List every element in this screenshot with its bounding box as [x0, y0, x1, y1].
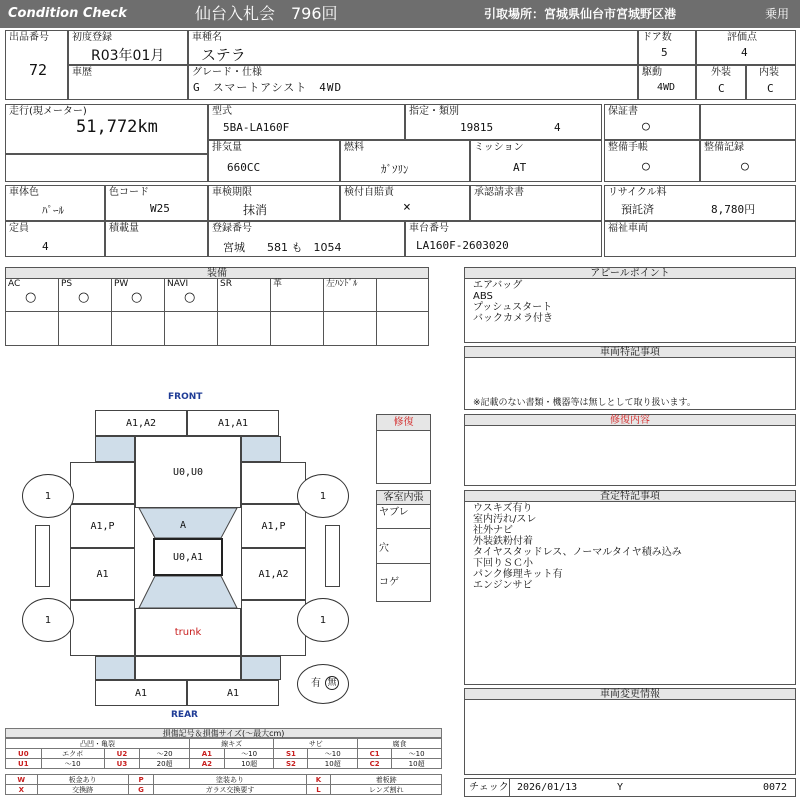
- equipment-item-navi: [165, 278, 218, 312]
- recycle-amount: 8,780円: [711, 203, 756, 216]
- maint-record-cell: [700, 140, 796, 182]
- car-name-value: ステラ: [201, 46, 246, 64]
- load-cell: [105, 221, 208, 257]
- score-label: 評価点: [727, 32, 757, 43]
- wheel-rear-right: 1: [297, 598, 349, 642]
- panel-rear-light-left: [95, 656, 135, 680]
- model-value: 5BA-LA160F: [223, 121, 290, 134]
- panel-rear-left: A1: [95, 680, 187, 706]
- grade-cell: [188, 65, 638, 100]
- diagram-rear-label: REAR: [171, 710, 198, 720]
- recycle-status: 預託済: [621, 203, 654, 216]
- panel-front-right: A1,A1: [187, 410, 279, 436]
- panel-rear-light-right: [241, 656, 281, 680]
- mileage-label: 走行(現メーター): [9, 106, 87, 117]
- legend-desc: レンズ割れ: [331, 785, 442, 795]
- equipment-item-label: AC: [8, 279, 21, 289]
- legend-code: G: [128, 785, 154, 795]
- equipment-item-pw: [112, 278, 165, 312]
- panel-hood: U0,U0: [135, 436, 241, 508]
- equipment-empty-cell: [165, 312, 218, 345]
- equipment-item-ps: [59, 278, 112, 312]
- legend-desc: 塗装あり: [154, 775, 306, 785]
- equipment-empty-cell: [112, 312, 165, 345]
- model-cell: [208, 104, 405, 140]
- drive-label: 駆動: [642, 67, 662, 78]
- lot-number-cell: [5, 30, 68, 100]
- car-name-label: 車種名: [192, 32, 222, 43]
- legend-code: A2: [189, 759, 224, 769]
- inspection-value: 抹消: [243, 203, 268, 217]
- appeal-title: アピールポイント: [465, 268, 795, 279]
- legend-desc: 20超: [140, 759, 190, 769]
- doors-label: ドア数: [642, 32, 672, 43]
- chassis-value: LA160F-2603020: [416, 239, 509, 252]
- right-step-panel: [325, 525, 340, 587]
- windshield-glass: [139, 508, 237, 538]
- warranty-value: ○: [642, 119, 650, 134]
- drive-value: 4WD: [657, 82, 676, 93]
- spare-no: 無: [325, 676, 339, 690]
- inspection-note-item: 室内汚れ/スレ: [473, 514, 537, 525]
- fuel-value: ｶﾞｿﾘﾝ: [381, 163, 409, 176]
- legend-code: U2: [104, 749, 140, 759]
- panel-right-quarter: [241, 600, 306, 656]
- diagram-front-label: FRONT: [168, 392, 203, 402]
- legend-header-corrosion: 腐食: [358, 739, 442, 749]
- check-date: 2026/01/13: [517, 782, 578, 793]
- brand-title: Condition Check: [8, 6, 127, 21]
- legend-code: C1: [358, 749, 392, 759]
- doors-cell: [638, 30, 696, 65]
- legend-code: L: [306, 785, 331, 795]
- color-code-cell: [105, 185, 208, 221]
- appeal-panel: [464, 267, 796, 343]
- color-value: ﾊﾟｰﾙ: [42, 204, 64, 217]
- color-code-value: W25: [150, 202, 170, 215]
- exterior-value: C: [718, 82, 725, 95]
- inspection-note-item: 外装鉄粉付着: [473, 536, 533, 547]
- score-value: 4: [741, 46, 748, 59]
- legend-code: U0: [6, 749, 42, 759]
- check-row: [464, 778, 796, 797]
- legend-code: P: [128, 775, 154, 785]
- doors-value: 5: [661, 46, 668, 59]
- reg-number-value: 宮城 581 も 1054: [223, 241, 342, 254]
- equipment-empty-cell: [218, 312, 271, 345]
- maint-book-cell: [604, 140, 700, 182]
- equipment-item-mark: ○: [131, 290, 143, 305]
- load-label: 積載量: [109, 223, 139, 234]
- legend-desc: ～10: [41, 759, 104, 769]
- designation-label: 指定・類別: [409, 106, 459, 117]
- legend-desc: ～10: [392, 749, 442, 759]
- equipment-item-mark: ○: [78, 290, 90, 305]
- maint-book-label: 整備手帳: [608, 142, 648, 153]
- history-label: 車歴: [72, 67, 92, 78]
- exterior-cell: [696, 65, 746, 100]
- cabin-item-burn: コゲ: [379, 577, 399, 588]
- reg-number-cell: [208, 221, 405, 257]
- legend-desc: 10超: [224, 759, 274, 769]
- legend-header-rust: サビ: [274, 739, 358, 749]
- equipment-item-label: PS: [61, 279, 73, 289]
- designation-cell: [405, 104, 602, 140]
- grade-label: グレード・仕様: [192, 67, 262, 78]
- maint-book-value: ○: [642, 159, 650, 174]
- panel-front-left: A1,A2: [95, 410, 187, 436]
- drive-cell: [638, 65, 696, 100]
- inspection-note-item: 下回りＳＣ小: [473, 558, 533, 569]
- panel-left-fender: [70, 462, 135, 504]
- appeal-item: エアバッグ: [473, 280, 523, 291]
- inspection-note-item: パンク修理キット有: [473, 569, 563, 580]
- lot-number-value: 72: [29, 61, 48, 79]
- equipment-panel: [5, 267, 429, 346]
- legend-code: S1: [274, 749, 308, 759]
- pickup-location: 引取場所：宮城県仙台市宮城野区港: [484, 7, 677, 21]
- repair-detail-panel: [464, 414, 796, 486]
- equipment-empty-cell: [377, 278, 428, 312]
- panel-rear-center: [135, 656, 241, 680]
- category-label: 乗用: [765, 7, 790, 21]
- interior-value: C: [767, 82, 774, 95]
- equipment-item-label: 革: [273, 279, 283, 289]
- wheel-front-left: 1: [22, 474, 74, 518]
- panel-left-quarter: [70, 600, 135, 656]
- legend-desc: 着板跡: [331, 775, 442, 785]
- left-step-panel: [35, 525, 50, 587]
- designation-value-1: 19815: [460, 121, 494, 134]
- capacity-cell: [5, 221, 105, 257]
- appeal-item: プッシュスタート: [473, 302, 553, 313]
- equipment-item-mark: ○: [25, 290, 37, 305]
- inspection-label: 車検期限: [212, 187, 252, 198]
- equipment-item-mark: ○: [184, 290, 196, 305]
- interior-cell: [746, 65, 796, 100]
- capacity-value: 4: [42, 240, 49, 253]
- repair-history-box: [376, 414, 431, 484]
- equipment-item-左ﾊﾝﾄﾞﾙ: [324, 278, 377, 312]
- legend-desc: 板金あり: [37, 775, 128, 785]
- legend-desc: 10超: [392, 759, 442, 769]
- equipment-item-革: [271, 278, 324, 312]
- panel-front-light-left: [95, 436, 135, 462]
- maint-record-value: ○: [741, 159, 749, 174]
- inspection-note-item: 社外ナビ: [473, 525, 513, 536]
- equipment-empty-cell: [271, 312, 324, 345]
- legend-code: C2: [358, 759, 392, 769]
- cabin-item-hole: 穴: [379, 543, 389, 554]
- equipment-item-label: 左ﾊﾝﾄﾞﾙ: [326, 279, 358, 289]
- cabin-item-tear: ヤブレ: [379, 507, 409, 518]
- equipment-title: 装備: [6, 268, 428, 279]
- displacement-cell: [208, 140, 340, 182]
- first-registration-value: R03年01月: [91, 48, 165, 64]
- check-code: 0072: [763, 782, 788, 793]
- legend-header-scratch: 線キズ: [189, 739, 274, 749]
- chassis-cell: [405, 221, 602, 257]
- panel-right-rear-door: A1,A2: [241, 548, 306, 600]
- mileage-cell: [5, 104, 208, 154]
- legend-header-dent: 凸凹・亀裂: [6, 739, 190, 749]
- interior-label: 内装: [759, 67, 779, 78]
- header-bar: [0, 0, 800, 28]
- model-label: 型式: [212, 106, 232, 117]
- color-cell: [5, 185, 105, 221]
- approval-label: 承認請求書: [474, 187, 524, 198]
- mileage-value: 51,772km: [76, 117, 158, 137]
- recycle-cell: [604, 185, 796, 221]
- inspection-notes-title: 査定特記事項: [465, 491, 795, 502]
- exterior-label: 外装: [711, 67, 731, 78]
- reg-number-label: 登録番号: [212, 223, 252, 234]
- color-label: 車体色: [9, 187, 39, 198]
- capacity-label: 定員: [9, 223, 29, 234]
- check-mark: Y: [617, 782, 624, 793]
- equipment-item-label: PW: [114, 279, 129, 289]
- panel-trunk: trunk: [135, 608, 241, 656]
- equipment-empty-cell: [377, 312, 430, 345]
- score-cell: [696, 30, 796, 65]
- equipment-item-label: SR: [220, 279, 232, 289]
- appeal-item: ABS: [473, 291, 493, 302]
- legend-desc: 10超: [308, 759, 358, 769]
- chassis-label: 車台番号: [409, 223, 449, 234]
- damage-legend: [5, 728, 442, 798]
- legend-code: K: [306, 775, 331, 785]
- legend-code: W: [6, 775, 38, 785]
- legend-desc: ～10: [224, 749, 274, 759]
- wheel-front-right: 1: [297, 474, 349, 518]
- legend-code: A1: [189, 749, 224, 759]
- repair-detail-title: 修復内容: [465, 415, 795, 426]
- cabin-title: 客室内張: [377, 491, 430, 505]
- warranty-cell: [604, 104, 700, 140]
- displacement-value: 660CC: [227, 161, 261, 174]
- mission-cell: [470, 140, 602, 182]
- equipment-item-ac: [6, 278, 59, 312]
- approval-cell: [470, 185, 602, 221]
- special-panel: [464, 346, 796, 410]
- windshield-mark: A: [180, 520, 187, 531]
- check-label: チェック: [469, 782, 509, 793]
- car-name-cell: [188, 30, 638, 65]
- liability-label: 検付自賠責: [344, 187, 394, 198]
- legend-desc: ～10: [308, 749, 358, 759]
- spare-yes: 有: [311, 678, 321, 689]
- change-info-title: 車両変更情報: [465, 689, 795, 700]
- legend-desc: ～20: [140, 749, 190, 759]
- panel-front-light-right: [241, 436, 281, 462]
- legend-code: U3: [104, 759, 140, 769]
- panel-roof: U0,A1: [153, 538, 223, 576]
- first-registration-cell: [68, 30, 188, 65]
- designation-value-2: 4: [554, 121, 561, 134]
- wheel-rear-left: 1: [22, 598, 74, 642]
- inspection-cell: [208, 185, 340, 221]
- special-title: 車両特記事項: [465, 347, 795, 358]
- grade-value: G スマートアシスト 4WD: [193, 81, 343, 94]
- equipment-item-sr: [218, 278, 271, 312]
- inspection-notes-panel: [464, 490, 796, 685]
- liability-cell: [340, 185, 470, 221]
- equipment-item-label: NAVI: [167, 279, 189, 289]
- equipment-empty-cell: [6, 312, 59, 345]
- legend-desc: 交換跡: [37, 785, 128, 795]
- mission-label: ミッション: [474, 142, 524, 153]
- legend-table-top: [5, 738, 442, 769]
- fuel-cell: [340, 140, 470, 182]
- legend-code: S2: [274, 759, 308, 769]
- legend-desc: エクボ: [41, 749, 104, 759]
- equipment-empty-cell: [324, 312, 377, 345]
- inspection-note-item: ウスキズ有り: [473, 503, 533, 514]
- legend-table-bottom: [5, 774, 442, 795]
- legend-title: 損傷記号＆損傷サイズ(～最大cm): [5, 728, 442, 738]
- panel-left-rear-door: A1: [70, 548, 135, 600]
- mileage-extra-cell: [5, 154, 208, 182]
- legend-code: U1: [6, 759, 42, 769]
- liability-value: ×: [403, 200, 411, 215]
- equipment-empty-cell: [59, 312, 112, 345]
- welfare-label: 福祉車両: [608, 223, 648, 234]
- mission-value: AT: [513, 161, 527, 174]
- fuel-label: 燃料: [344, 142, 364, 153]
- auction-title: 仙台入札会 796回: [195, 4, 338, 23]
- warranty-extra-cell: [700, 104, 796, 140]
- first-registration-label: 初度登録: [72, 32, 112, 43]
- panel-left-front-door: A1,P: [70, 504, 135, 548]
- change-info-panel: [464, 688, 796, 775]
- legend-code: X: [6, 785, 38, 795]
- spare-tire-circle: [297, 664, 349, 704]
- recycle-label: リサイクル料: [608, 187, 667, 198]
- repair-history-label: 修復: [377, 415, 430, 431]
- panel-rear-right: A1: [187, 680, 279, 706]
- inspection-note-item: エンジンサビ: [473, 580, 533, 591]
- welfare-cell: [604, 221, 796, 257]
- color-code-label: 色コード: [109, 187, 149, 198]
- panel-right-front-door: A1,P: [241, 504, 306, 548]
- displacement-label: 排気量: [212, 142, 242, 153]
- warranty-label: 保証書: [608, 106, 638, 117]
- lot-number-label: 出品番号: [9, 32, 49, 43]
- rear-glass: [139, 576, 237, 608]
- history-cell: [68, 65, 188, 100]
- special-note: ※記載のない書類・機器等は無しとして取り扱います。: [473, 398, 696, 408]
- maint-record-label: 整備記録: [704, 142, 744, 153]
- legend-desc: ガラス交換要す: [154, 785, 306, 795]
- cabin-box: [376, 490, 431, 602]
- inspection-note-item: タイヤスタッドレス、ノーマルタイヤ積み込み: [473, 547, 682, 558]
- appeal-item: バックカメラ付き: [473, 313, 553, 324]
